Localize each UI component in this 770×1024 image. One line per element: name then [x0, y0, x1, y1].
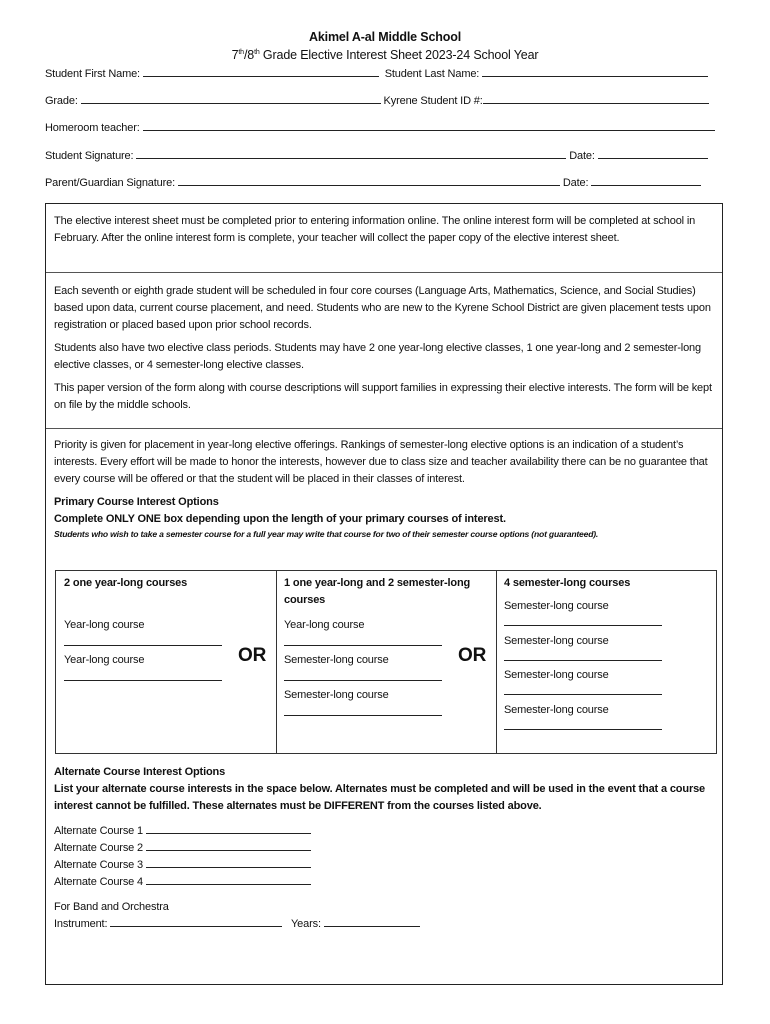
paragraph: This paper version of the form along with course descriptions will support families in expressing their elective interests. The form will be kept on file by the middle schools. — [54, 382, 712, 411]
band-title: For Band and Orchestra — [54, 901, 169, 913]
subtitle-part: Grade Elective Interest Sheet 2023-24 School Year — [259, 48, 539, 62]
alternate-field[interactable] — [146, 840, 311, 851]
info-box — [45, 203, 723, 985]
grade-row — [45, 93, 725, 107]
alternate-field[interactable] — [146, 823, 311, 834]
course-field[interactable] — [284, 705, 442, 716]
instrument-row — [54, 916, 714, 933]
form-subtitle — [0, 48, 770, 62]
course-options-table — [55, 570, 717, 754]
option-title: 4 semester-long courses — [504, 577, 631, 589]
alternate-row — [54, 840, 714, 857]
subtitle-part: 7 — [231, 48, 239, 62]
instrument-label: Instrument: — [54, 918, 108, 930]
course-field[interactable] — [284, 635, 442, 646]
parent-signature-row — [45, 175, 725, 189]
course-field[interactable] — [504, 684, 662, 695]
alternate-row — [54, 823, 714, 840]
divider — [46, 272, 722, 273]
paragraph: Each seventh or eighth grade student will be scheduled in four core courses (Language Arts, Mathematics, Science, and Social Studies) based upon data, current course placement, and need. Students who are new to the Kyrene School District are given placement tests upon registration or placed based upon prior school records. — [54, 285, 711, 331]
school-title: Akimel A-al Middle School — [308, 30, 462, 44]
course-field[interactable] — [504, 650, 662, 661]
course-label: Semester-long course — [504, 634, 609, 647]
primary-note: Students who wish to take a semester course for a full year may write that course for two of their semester course options (not guaranteed). — [54, 529, 599, 539]
years-field[interactable] — [324, 916, 420, 927]
alternate-label: Alternate Course 3 — [54, 859, 144, 871]
alternate-label: Alternate Course 1 — [54, 825, 144, 837]
alternate-label: Alternate Course 2 — [54, 842, 144, 854]
or-label: OR — [238, 645, 267, 666]
date-label: Date: — [569, 150, 595, 162]
section-online-form — [46, 213, 722, 253]
student-date-field[interactable] — [598, 148, 708, 159]
homeroom-row — [45, 120, 725, 134]
student-id-label: Kyrene Student ID #: — [383, 95, 483, 107]
paragraph: The elective interest sheet must be completed prior to entering information online. The online interest form will be completed at school in February. After the online interest form is complete, your teacher will collect the paper copy of the elective interest sheet. — [54, 215, 696, 244]
course-field[interactable] — [64, 635, 222, 646]
paragraph: Priority is given for placement in year-long elective offerings. Rankings of semester-long elective options is an indication of a student’s interests. Every effort will be made to honor the interests, however due to class size and teacher availability there can be no guarantee that every course will be offered or that the student will be placed in their classes of interest. — [54, 439, 708, 485]
homeroom-field[interactable] — [143, 120, 715, 131]
alternate-field[interactable] — [146, 874, 311, 885]
superscript: th — [254, 48, 260, 56]
course-lines — [64, 617, 222, 687]
course-lines — [504, 598, 662, 736]
course-lines — [284, 617, 442, 722]
student-id-field[interactable] — [483, 93, 709, 104]
alternate-label: Alternate Course 4 — [54, 876, 144, 888]
section-alternates — [46, 764, 722, 939]
course-field[interactable] — [504, 615, 662, 626]
course-label: Semester-long course — [284, 689, 389, 701]
grade-label: Grade: — [45, 95, 78, 107]
course-field[interactable] — [504, 719, 662, 730]
homeroom-label: Homeroom teacher: — [45, 122, 140, 134]
last-name-label: Student Last Name: — [384, 68, 480, 80]
alternate-row — [54, 874, 714, 891]
course-field[interactable] — [64, 670, 222, 681]
course-label: Semester-long course — [504, 600, 609, 612]
option-title: 2 one year-long courses — [64, 577, 188, 589]
alternate-row — [54, 857, 714, 874]
name-row — [45, 66, 725, 80]
years-label: Years: — [291, 918, 321, 930]
parent-date-field[interactable] — [591, 175, 701, 186]
course-label: Semester-long course — [504, 669, 609, 682]
course-label: Semester-long course — [284, 654, 389, 666]
option-title: 1 one year-long and 2 semester-long courses — [284, 577, 471, 606]
primary-instructions: Complete ONLY ONE box depending upon the length of your primary courses of interest. — [54, 513, 506, 525]
student-signature-field[interactable] — [136, 148, 566, 159]
course-label: Year-long course — [284, 619, 365, 631]
option-two-year-long — [56, 571, 277, 753]
grade-field[interactable] — [81, 93, 381, 104]
alternate-field[interactable] — [146, 857, 311, 868]
divider — [46, 428, 722, 429]
parent-signature-field[interactable] — [178, 175, 560, 186]
paragraph: Students also have two elective class periods. Students may have 2 one year-long elective classes, 1 one year-long and 2 semester-long elective classes, or 4 semester-long elective classes. — [54, 342, 701, 371]
course-label: Year-long course — [64, 654, 145, 666]
parent-signature-label: Parent/Guardian Signature: — [45, 177, 176, 189]
instrument-field[interactable] — [110, 916, 282, 927]
primary-title: Primary Course Interest Options — [54, 496, 219, 508]
student-signature-label: Student Signature: — [45, 150, 134, 162]
alternates-title: Alternate Course Interest Options — [54, 766, 226, 778]
section-scheduling — [46, 283, 722, 420]
course-label: Year-long course — [64, 619, 145, 631]
or-label: OR — [458, 645, 487, 666]
option-four-semester — [496, 571, 716, 753]
superscript: th — [238, 48, 244, 56]
section-priority — [46, 437, 722, 547]
last-name-field[interactable] — [482, 66, 708, 77]
course-field[interactable] — [284, 670, 442, 681]
first-name-label: Student First Name: — [45, 68, 140, 80]
course-label: Semester-long course — [504, 703, 609, 716]
first-name-field[interactable] — [143, 66, 379, 77]
date-label: Date: — [562, 177, 589, 189]
subtitle-part: /8 — [243, 48, 255, 62]
option-one-year-two-semester — [276, 571, 497, 753]
alternates-instructions: List your alternate course interests in the space below. Alternates must be completed and will be used in the event that a course interest cannot be fulfilled. These alternates must be DIFFERENT from the courses listed above. — [54, 783, 706, 812]
student-signature-row — [45, 148, 725, 162]
